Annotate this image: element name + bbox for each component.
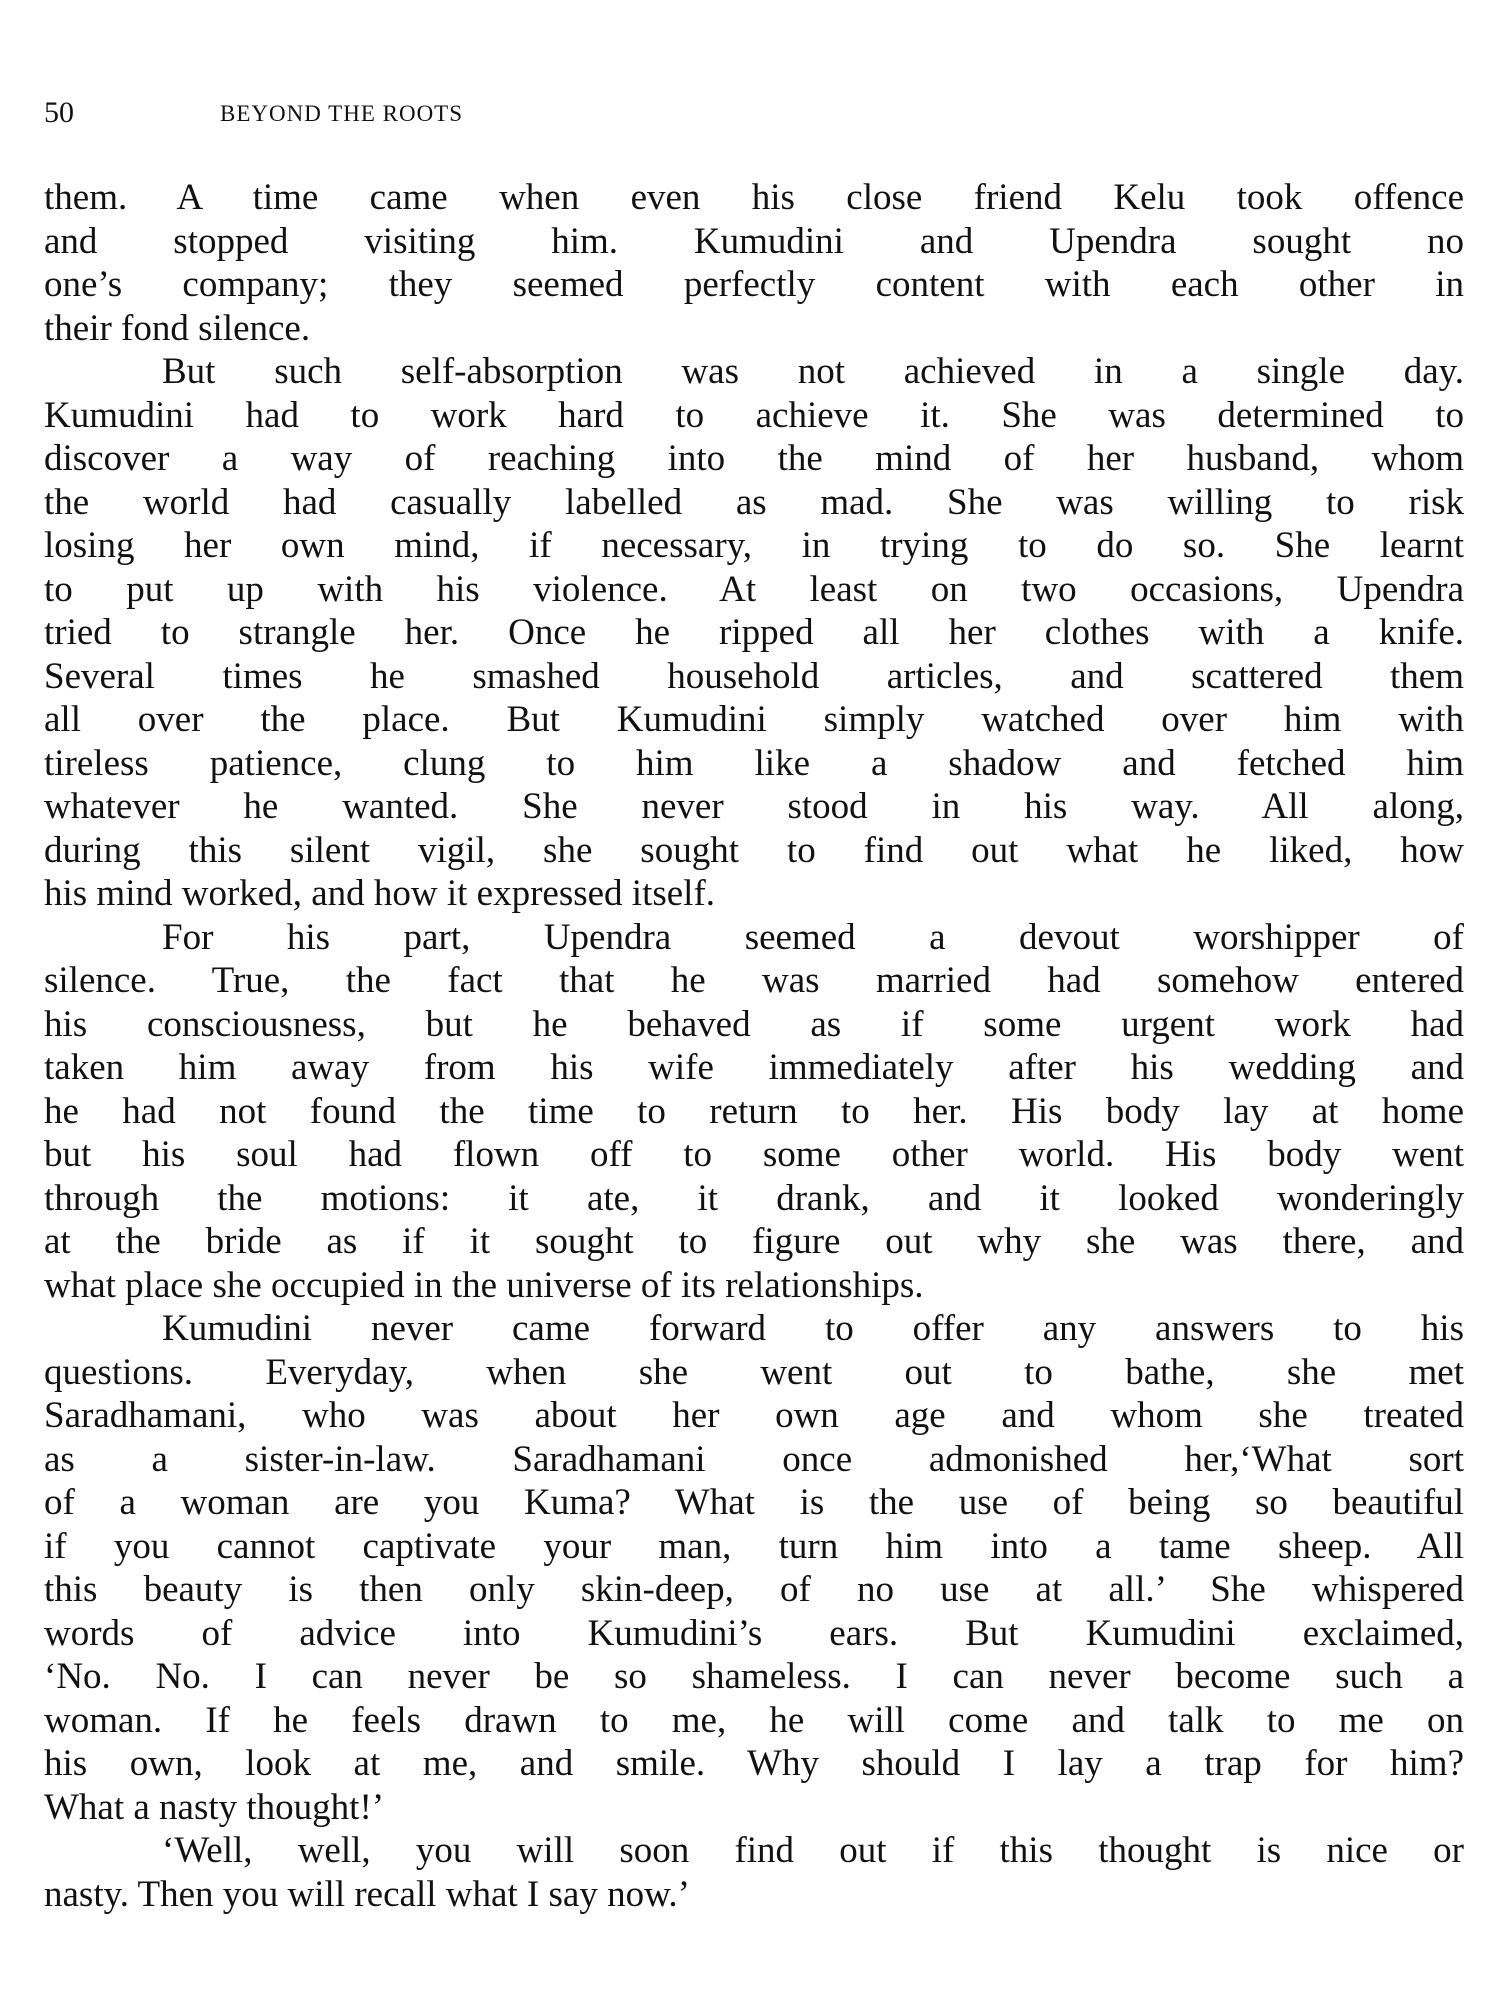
text-line: and stopped visiting him. Kumudini and Upendra sought no [44, 220, 1464, 262]
body-text [44, 176, 1464, 1916]
paragraph-start-line: For his part, Upendra seemed a devout worshipper of [162, 916, 1464, 958]
text-line: nasty. Then you will recall what I say now.’ [44, 1873, 690, 1915]
text-line: words of advice into Kumudini’s ears. But Kumudini exclaimed, [44, 1612, 1464, 1654]
text-line: his own, look at me, and smile. Why should I lay a trap for him? [44, 1743, 1464, 1784]
text-line: at the bride as if it sought to figure out why she was there, and [44, 1221, 1464, 1262]
text-line: if you cannot captivate your man, turn him into a tame sheep. All [44, 1525, 1464, 1567]
running-head [44, 95, 1444, 131]
text-line: What a nasty thought!’ [44, 1786, 385, 1828]
text-line: of a woman are you Kuma? What is the use of being so beautiful [44, 1482, 1464, 1523]
text-line: what place she occupied in the universe of its relationships. [44, 1264, 924, 1306]
text-line: Saradhamani, who was about her own age and whom she treated [44, 1395, 1464, 1436]
text-line: woman. If he feels drawn to me, he will come and talk to me on [44, 1699, 1464, 1741]
text-line: silence. True, the fact that he was married had somehow entered [44, 960, 1464, 1001]
text-line: tireless patience, clung to him like a shadow and fetched him [44, 742, 1464, 784]
text-line: tried to strangle her. Once he ripped all her clothes with a knife. [44, 612, 1464, 653]
text-line: his consciousness, but he behaved as if some urgent work had [44, 1003, 1464, 1045]
text-line: ‘No. No. I can never be so shameless. I can never become such a [44, 1656, 1464, 1697]
text-line: as a sister-in-law. Saradhamani once admonished her,‘What sort [44, 1438, 1464, 1480]
text-line: through the motions: it ate, it drank, and it looked wonderingly [44, 1177, 1464, 1219]
paragraph-start-line: But such self-absorption was not achieved in a single day. [162, 351, 1464, 392]
text-line: their fond silence. [44, 307, 311, 349]
text-line: the world had casually labelled as mad. She was willing to risk [44, 481, 1464, 523]
text-line: to put up with his violence. At least on two occasions, Upendra [44, 568, 1464, 610]
text-line: during this silent vigil, she sought to find out what he liked, how [44, 829, 1464, 871]
text-line: whatever he wanted. She never stood in his way. All along, [44, 786, 1464, 827]
book-title: BEYOND THE ROOTS [220, 101, 464, 126]
text-line: he had not found the time to return to her. His body lay at home [44, 1090, 1464, 1132]
text-line: losing her own mind, if necessary, in trying to do so. She learnt [44, 525, 1464, 566]
text-line: his mind worked, and how it expressed itself. [44, 873, 716, 914]
text-line: all over the place. But Kumudini simply watched over him with [44, 699, 1464, 740]
text-line: them. A time came when even his close friend Kelu took offence [44, 177, 1464, 218]
paragraph-start-line: ‘Well, well, you will soon find out if this thought is nice or [162, 1830, 1464, 1871]
text-line: taken him away from his wife immediately after his wedding and [44, 1047, 1464, 1088]
text-line: Several times he smashed household articles, and scattered them [44, 655, 1464, 697]
text-line: this beauty is then only skin-deep, of no use at all.’ She whispered [44, 1569, 1464, 1610]
text-line: questions. Everyday, when she went out to bathe, she met [44, 1351, 1464, 1393]
text-line: one’s company; they seemed perfectly content with each other in [44, 264, 1464, 305]
page-number: 50 [44, 96, 74, 129]
paragraph-start-line: Kumudini never came forward to offer any answers to his [162, 1308, 1464, 1349]
text-line: Kumudini had to work hard to achieve it. She was determined to [44, 394, 1464, 436]
text-line: but his soul had flown off to some other world. His body went [44, 1134, 1464, 1175]
text-line: discover a way of reaching into the mind of her husband, whom [44, 438, 1464, 479]
